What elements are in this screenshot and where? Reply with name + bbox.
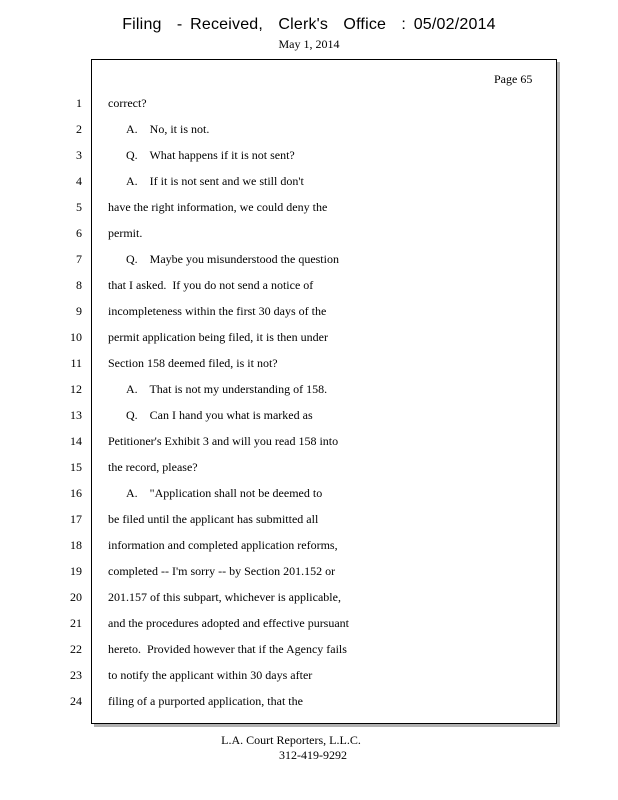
transcript-line: 201.157 of this subpart, whichever is applicable, [108, 590, 341, 604]
transcript-line: the record, please? [108, 460, 198, 474]
court-reporter-phone: 312-419-9292 [279, 748, 347, 762]
transcript-line: and the procedures adopted and effective pursuant [108, 616, 350, 630]
line-number: 19 [70, 564, 82, 578]
transcript-line: information and completed application reforms, [108, 538, 338, 552]
line-number: 11 [70, 356, 82, 370]
transcript-line: have the right information, we could deny the [108, 200, 328, 214]
transcript-line: to notify the applicant within 30 days after [108, 668, 313, 682]
line-number: 8 [76, 278, 82, 292]
line-number: 21 [70, 616, 82, 630]
transcript-line: completed -- I'm sorry -- by Section 201.152 or [108, 564, 336, 578]
transcript-line: incompleteness within the first 30 days of the [108, 304, 327, 318]
transcript-line: permit. [108, 226, 143, 240]
line-number: 18 [70, 538, 82, 552]
page-number: Page 65 [494, 72, 533, 86]
transcript-line: Q. What happens if it is not sent? [126, 148, 295, 162]
line-number: 2 [76, 122, 82, 136]
transcript-date: May 1, 2014 [278, 37, 340, 51]
transcript-line: A. No, it is not. [126, 122, 210, 136]
transcript-line: A. If it is not sent and we still don't [126, 174, 304, 188]
transcript-line: A. "Application shall not be deemed to [126, 486, 323, 500]
transcript-line: Q. Can I hand you what is marked as [126, 408, 313, 422]
line-number: 10 [70, 330, 82, 344]
line-number: 4 [76, 174, 82, 188]
transcript-line: correct? [108, 96, 147, 110]
line-number: 9 [76, 304, 82, 318]
transcript-line: filing of a purported application, that the [108, 694, 303, 708]
line-number: 12 [70, 382, 82, 396]
line-number: 3 [76, 148, 82, 162]
line-number: 13 [70, 408, 82, 422]
transcript-line: hereto. Provided however that if the Agency fails [108, 642, 347, 656]
line-number: 7 [76, 252, 82, 266]
line-number: 17 [70, 512, 82, 526]
line-number: 14 [70, 434, 82, 448]
line-number: 24 [70, 694, 82, 708]
line-number: 15 [70, 460, 82, 474]
line-number: 5 [76, 200, 82, 214]
transcript-line: Q. Maybe you misunderstood the question [126, 252, 339, 266]
line-number: 22 [70, 642, 82, 656]
transcript-line: Petitioner's Exhibit 3 and will you read 158 into [108, 434, 339, 448]
line-number: 23 [70, 668, 82, 682]
transcript-line: be filed until the applicant has submitted all [108, 512, 319, 526]
line-number: 20 [70, 590, 82, 604]
court-reporter-name: L.A. Court Reporters, L.L.C. [221, 733, 361, 747]
line-number: 6 [76, 226, 82, 240]
transcript-line: Section 158 deemed filed, is it not? [108, 356, 278, 370]
line-number: 1 [76, 96, 82, 110]
transcript-line: that I asked. If you do not send a notice of [108, 278, 314, 292]
transcript-line: A. That is not my understanding of 158. [126, 382, 328, 396]
filing-stamp: Filing - Received, Clerk's Office : 05/02/2014 [122, 16, 496, 33]
line-number: 16 [70, 486, 82, 500]
transcript-line: permit application being filed, it is then under [108, 330, 328, 344]
